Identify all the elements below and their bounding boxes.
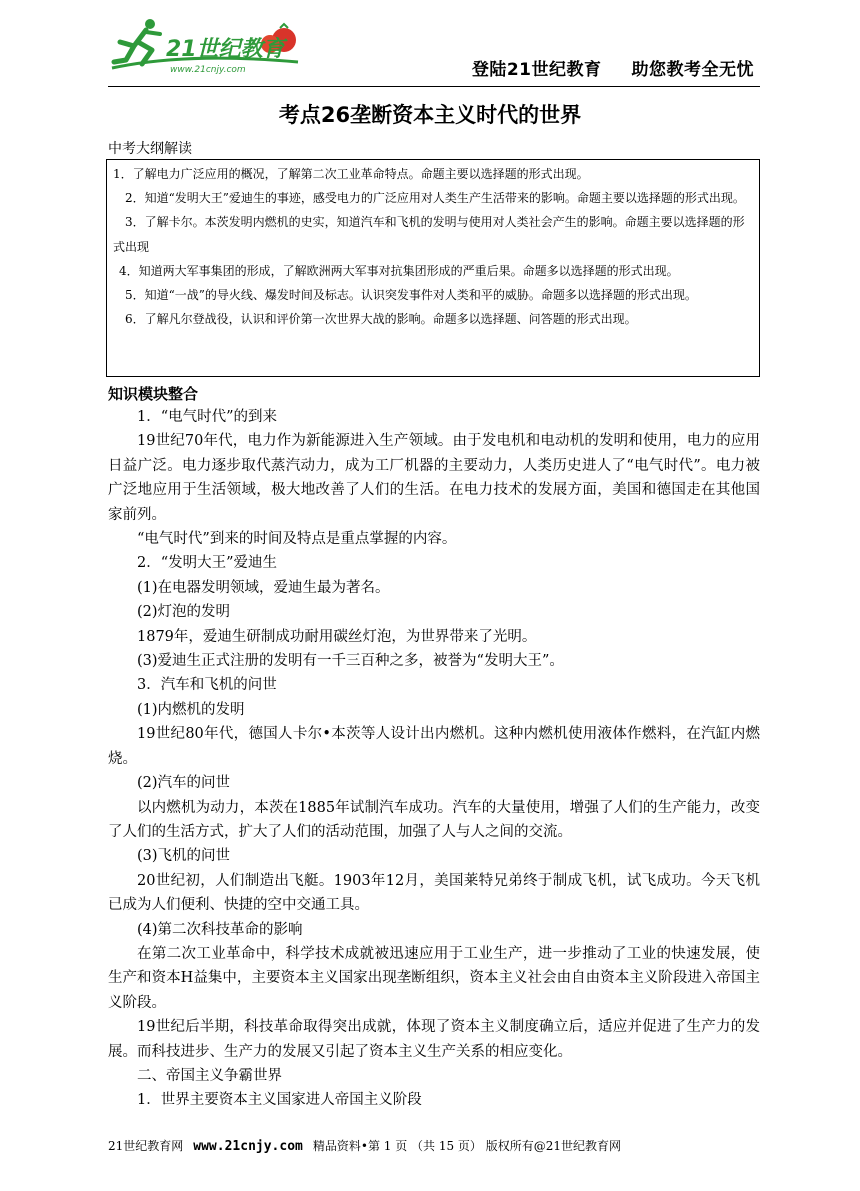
outline-box: [106, 159, 760, 377]
header-slogan: [472, 55, 754, 80]
paragraph: “电气时代”到来的时间及特点是重点掌握的内容。: [137, 531, 457, 548]
page-title: 考点26垄断资本主义时代的世界: [278, 103, 582, 127]
section-title: 知识模块整合: [108, 385, 199, 403]
outline-item: 3．了解卡尔。本茨发明内燃机的史实，知道汽车和飞机的发明与使用对人类社会产生的影响。命题主要以选择题的形式出现: [113, 215, 745, 254]
paragraph: 19世纪70年代，电力作为新能源进入生产领域。由于发电机和电动机的发明和使用，电力的应用日益广泛。电力逐步取代蒸汽动力，成为工厂机器的主要动力，人类历史进人了“电气时代”。电力被广泛地应用于生活领域，极大地改善了人们的生活。在电力技术的发展方面，美国和德国走在其他国家前列。: [108, 433, 760, 523]
paragraph: (3)爱迪生正式注册的发明有一千三百种之多，被誉为“发明大王”。: [137, 653, 564, 670]
paragraph: 19世纪80年代，德国人卡尔•本茨等人设计出内燃机。这种内燃机使用液体作燃料，在汽缸内燃烧。: [108, 726, 760, 767]
slogan-right: 助您教考全无忧: [631, 60, 754, 80]
svg-text:21世纪教育: 21世纪教育: [166, 37, 285, 62]
paragraph: (4)第二次科技革命的影响: [137, 921, 303, 938]
page-header: [108, 12, 760, 87]
paragraph: (2)汽车的问世: [137, 775, 231, 792]
paragraph: 在第二次工业革命中，科学技术成就被迅速应用于工业生产，进一步推动了工业的快速发展，使生产和资本H益集中，主要资本主义国家出现垄断组织，资本主义社会由自由资本主义阶段进入帝国主义阶段。: [108, 945, 760, 1011]
footer-site: 21世纪教育网: [108, 1139, 184, 1153]
outline-label: 中考大纲解读: [108, 141, 192, 157]
outline-item: 4．知道两大军事集团的形成，了解欧洲两大军事对抗集团形成的严重后果。命题多以选择题的形式出现。: [119, 263, 679, 278]
slogan-left: 登陆21世纪教育: [471, 60, 602, 80]
paragraph: 20世纪初，人们制造出飞艇。1903年12月，美国莱特兄弟终于制成飞机，试飞成功。今天飞机已成为人们便利、快捷的空中交通工具。: [108, 872, 760, 914]
footer-url[interactable]: www.21cnjy.com: [193, 1139, 303, 1154]
outline-item: 6．了解凡尔登战役，认识和评价第一次世界大战的影响。命题多以选择题、问答题的形式出现。: [125, 312, 637, 327]
paragraph: (3)飞机的问世: [137, 848, 231, 865]
paragraph: 1．世界主要资本主义国家进人帝国主义阶段: [137, 1092, 422, 1109]
paragraph: 1879年，爱迪生研制成功耐用碳丝灯泡，为世界带来了光明。: [137, 628, 537, 645]
paragraph: 2．“发明大王”爱迪生: [137, 555, 278, 572]
footer-info: 精品资料•第 1 页 （共 15 页） 版权所有@21世纪教育网: [312, 1139, 621, 1153]
paragraph: 以内燃机为动力，本茨在1885年试制汽车成功。汽车的大量使用，增强了人们的生产能力，改变了人们的生活方式，扩大了人们的活动范围，加强了人与人之间的交流。: [108, 799, 760, 840]
paragraph: (2)灯泡的发明: [137, 604, 231, 621]
outline-item: 2．知道“发明大王”爱迪生的事迹，感受电力的广泛应用对人类生产生活带来的影响。命题主要以选择题的形式出现。: [125, 191, 745, 206]
site-logo: [108, 12, 308, 82]
outline-item: 5．知道“一战”的导火线、爆发时间及标志。认识突发事件对人类和平的威胁。命题多以选择题的形式出现。: [125, 288, 697, 303]
paragraph: (1)在电器发明领域，爱迪生最为著名。: [137, 579, 390, 596]
paragraph: 3．汽车和飞机的问世: [137, 677, 277, 694]
svg-text:www.21cnjy.com: www.21cnjy.com: [170, 65, 246, 75]
paragraph: (1)内燃机的发明: [137, 701, 245, 718]
paragraph: 19世纪后半期，科技革命取得突出成就，体现了资本主义制度确立后，适应并促进了生产力的发展。而科技进步、生产力的发展又引起了资本主义生产关系的相应变化。: [108, 1019, 760, 1060]
outline-item: 1．了解电力广泛应用的概况，了解第二次工业革命特点。命题主要以选择题的形式出现。: [113, 167, 589, 181]
body-text: [108, 405, 760, 1113]
paragraph: 1．“电气时代”的到来: [137, 409, 278, 425]
paragraph: 二、帝国主义争霸世界: [137, 1067, 282, 1084]
page-footer: [108, 1137, 760, 1154]
